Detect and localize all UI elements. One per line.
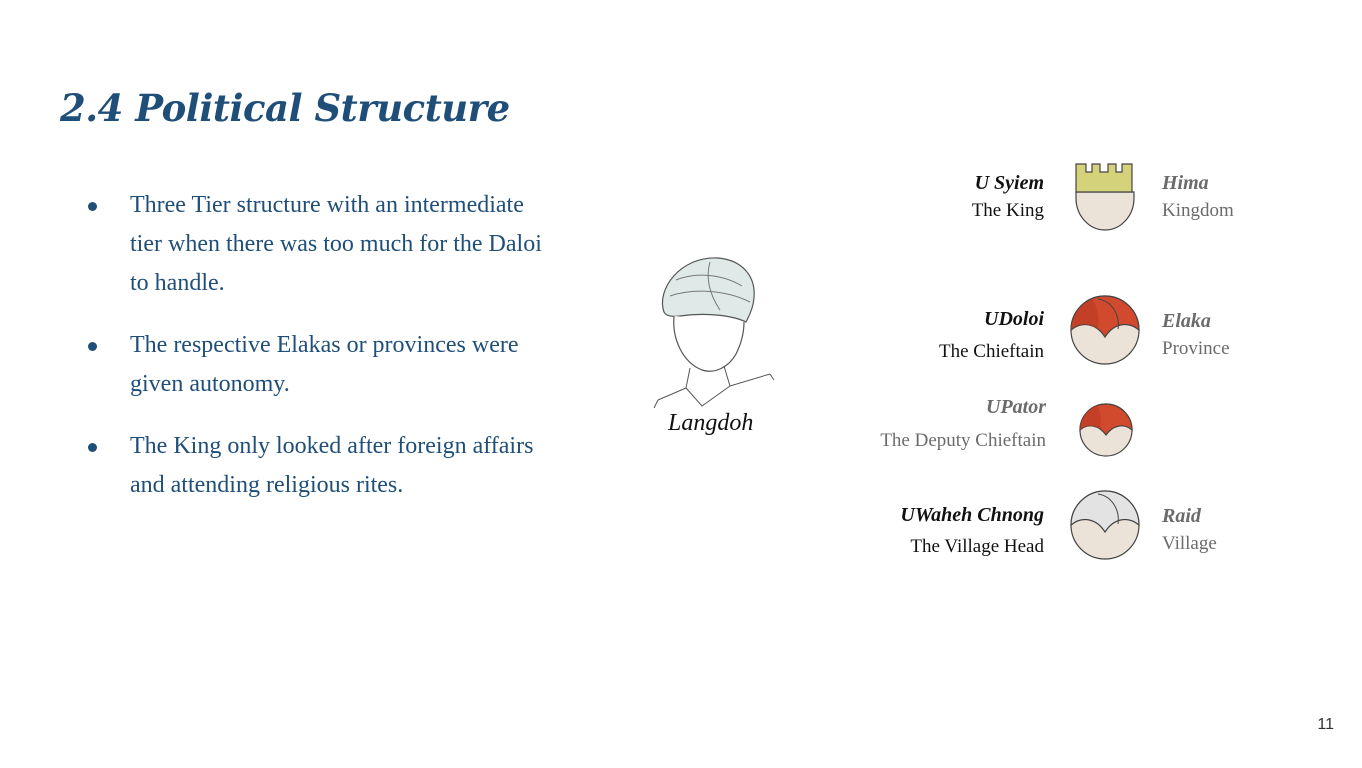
bullet-text: Three Tier structure with an intermediate tier when there was too much for the Daloi to handle. xyxy=(130,192,542,296)
tier-title: U Syiem xyxy=(974,172,1044,194)
tier-unit-desc: Province xyxy=(1162,338,1230,359)
bullet-item xyxy=(88,427,558,505)
tier-unit: Hima xyxy=(1162,172,1209,194)
slide-title: 2.4 Political Structure xyxy=(60,86,510,130)
bullet-item xyxy=(88,186,558,303)
red-turban-emblem-icon xyxy=(1068,293,1142,367)
tier-title: UWaheh Chnong xyxy=(900,504,1044,526)
crown-emblem-icon xyxy=(1072,162,1138,234)
langdoh-sketch-icon xyxy=(650,250,775,410)
tier-unit: Raid xyxy=(1162,505,1201,527)
tier-unit-desc: Kingdom xyxy=(1162,200,1234,221)
tier-unit: Elaka xyxy=(1162,310,1211,332)
bullet-text: The respective Elakas or provinces were given autonomy. xyxy=(130,332,519,397)
bullet-dot-icon xyxy=(88,202,97,211)
bullet-dot-icon xyxy=(88,342,97,351)
tier-title: UPator xyxy=(986,396,1046,418)
bullet-list xyxy=(88,186,558,505)
tier-role: The Deputy Chieftain xyxy=(880,430,1046,451)
tier-role: The Chieftain xyxy=(939,341,1044,362)
bullet-text: The King only looked after foreign affairs and attending religious rites. xyxy=(130,433,534,498)
tier-role: The Village Head xyxy=(910,536,1044,557)
grey-turban-emblem-icon xyxy=(1068,488,1142,562)
bullet-item xyxy=(88,326,558,404)
tier-role: The King xyxy=(971,200,1044,221)
figure-caption: Langdoh xyxy=(668,410,754,436)
page-number: 11 xyxy=(1317,716,1334,733)
small-red-turban-emblem-icon xyxy=(1077,401,1135,459)
tier-title: UDoloi xyxy=(984,308,1044,330)
bullet-dot-icon xyxy=(88,443,97,452)
tier-unit-desc: Village xyxy=(1162,533,1217,554)
